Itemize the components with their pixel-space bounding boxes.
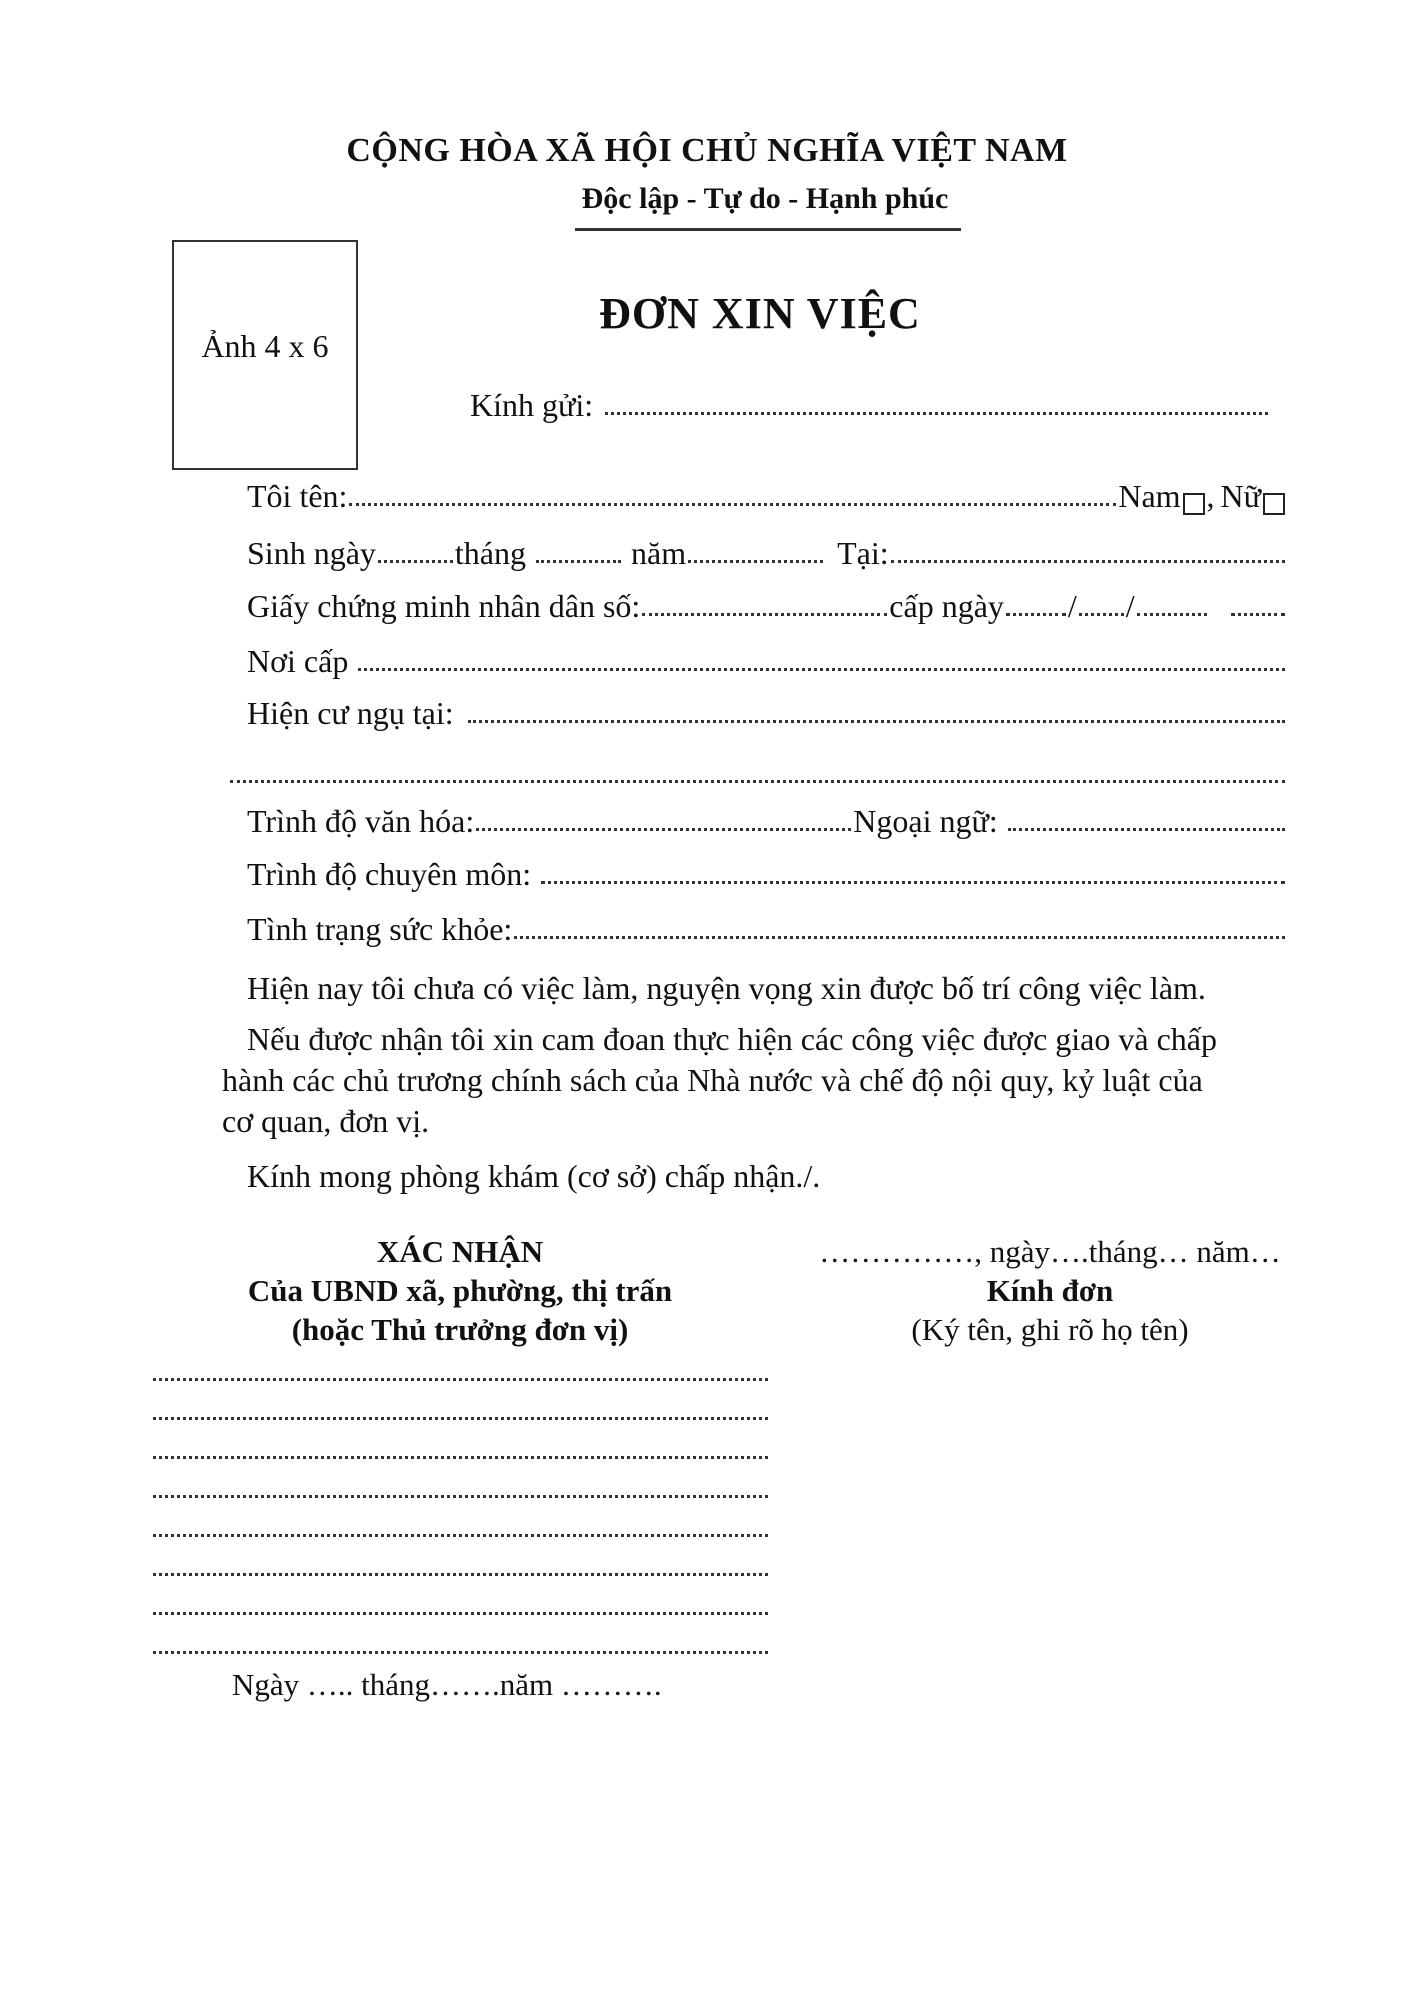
document-title: ĐƠN XIN VIỆC — [599, 289, 921, 338]
id-number-blank — [642, 613, 887, 616]
gender-male-label: Nam — [1118, 478, 1181, 514]
confirmation-note: (hoặc Thủ trưởng đơn vị) — [291, 1312, 629, 1347]
applicant-note: (Ký tên, ghi rõ họ tên) — [911, 1312, 1189, 1347]
birth-day-blank — [378, 560, 453, 563]
confirmation-block — [150, 1232, 770, 1349]
education-blank — [476, 828, 851, 831]
confirmation-blank-line[interactable] — [153, 1495, 768, 1498]
confirmation-blank-line[interactable] — [153, 1612, 768, 1615]
confirmation-blank-line[interactable] — [153, 1456, 768, 1459]
addressee-field[interactable] — [470, 384, 1270, 424]
gender-female-checkbox[interactable] — [1263, 493, 1285, 515]
id-date-year-blank — [1137, 613, 1207, 616]
issued-place-field[interactable] — [247, 640, 1287, 680]
birth-place-label: Tại: — [837, 535, 889, 571]
birth-field[interactable] — [247, 532, 1287, 572]
confirmation-title: XÁC NHẬN — [376, 1234, 544, 1269]
applicant-block — [780, 1232, 1320, 1349]
body-paragraph-2-line-1: Nếu được nhận tôi xin cam đoan thực hiện các công việc được giao và chấp — [247, 1021, 1217, 1057]
id-field[interactable] — [247, 585, 1287, 625]
applicant-title: Kính đơn — [986, 1273, 1114, 1308]
health-field[interactable] — [247, 908, 1287, 948]
confirmation-blank-line[interactable] — [153, 1651, 768, 1654]
id-date-day-blank — [1006, 613, 1066, 616]
issued-place-blank — [358, 668, 1285, 671]
residence-blank — [468, 720, 1285, 723]
birth-day-label: Sinh ngày — [247, 535, 376, 571]
residence-blank-continued[interactable] — [230, 780, 1285, 783]
nation-heading: CỘNG HÒA XÃ HỘI CHỦ NGHĨA VIỆT NAM — [346, 132, 1068, 169]
language-label: Ngoại ngữ: — [853, 803, 998, 839]
photo-label: Ảnh 4 x 6 — [201, 328, 329, 364]
issued-place-label: Nơi cấp — [247, 643, 349, 679]
name-field[interactable]: Tôi tên: Nam , Nữ — [247, 475, 1287, 515]
birth-place-blank — [891, 560, 1285, 563]
confirmation-blank-line[interactable] — [153, 1534, 768, 1537]
birth-month-label: tháng — [454, 535, 526, 571]
birth-month-blank — [536, 560, 621, 563]
confirmation-blank-line[interactable] — [153, 1417, 768, 1420]
profession-blank — [541, 881, 1285, 884]
confirmation-date-line: Ngày ….. tháng…….năm ………. — [232, 1667, 662, 1702]
applicant-date-line: ……………, ngày….tháng… năm… — [819, 1234, 1281, 1269]
residence-field[interactable] — [247, 692, 1287, 732]
id-date-slash: / — [1125, 588, 1135, 624]
addressee-blank — [605, 412, 1268, 415]
body-paragraph-2-line-2: hành các chủ trương chính sách của Nhà nước và chế độ nội quy, kỷ luật của — [222, 1062, 1203, 1098]
health-blank — [514, 936, 1285, 939]
body-paragraph-3: Kính mong phòng khám (cơ sở) chấp nhận./. — [247, 1158, 821, 1194]
gender-female-label: Nữ — [1220, 478, 1261, 514]
language-blank — [1008, 828, 1285, 831]
education-field[interactable] — [247, 800, 1287, 840]
name-label: Tôi tên: — [247, 478, 348, 514]
birth-year-blank — [688, 560, 823, 563]
confirmation-blank-line[interactable] — [153, 1378, 768, 1381]
name-blank — [349, 503, 1116, 506]
id-date-label: cấp ngày — [889, 588, 1004, 624]
photo-box — [172, 240, 358, 470]
id-date-month-blank — [1079, 613, 1124, 616]
gender-male-checkbox[interactable] — [1183, 493, 1205, 515]
education-label: Trình độ văn hóa: — [247, 803, 475, 839]
residence-label: Hiện cư ngụ tại: — [247, 695, 454, 731]
body-paragraph-2-line-3: cơ quan, đơn vị. — [222, 1103, 430, 1139]
id-date-slash: / — [1067, 588, 1077, 624]
birth-year-label: năm — [630, 535, 687, 571]
body-paragraph-1: Hiện nay tôi chưa có việc làm, nguyện vọng xin được bố trí công việc làm. — [247, 970, 1206, 1006]
confirmation-subtitle: Của UBND xã, phường, thị trấn — [247, 1273, 673, 1308]
confirmation-blank-line[interactable] — [153, 1573, 768, 1576]
profession-label: Trình độ chuyên môn: — [247, 856, 532, 892]
motto-underline — [575, 228, 961, 231]
profession-field[interactable] — [247, 853, 1287, 893]
motto: Độc lập - Tự do - Hạnh phúc — [581, 182, 949, 215]
id-label: Giấy chứng minh nhân dân số: — [247, 588, 641, 624]
addressee-label: Kính gửi: — [470, 387, 594, 423]
health-label: Tình trạng sức khỏe: — [247, 911, 513, 947]
id-extra-blank — [1231, 613, 1285, 616]
